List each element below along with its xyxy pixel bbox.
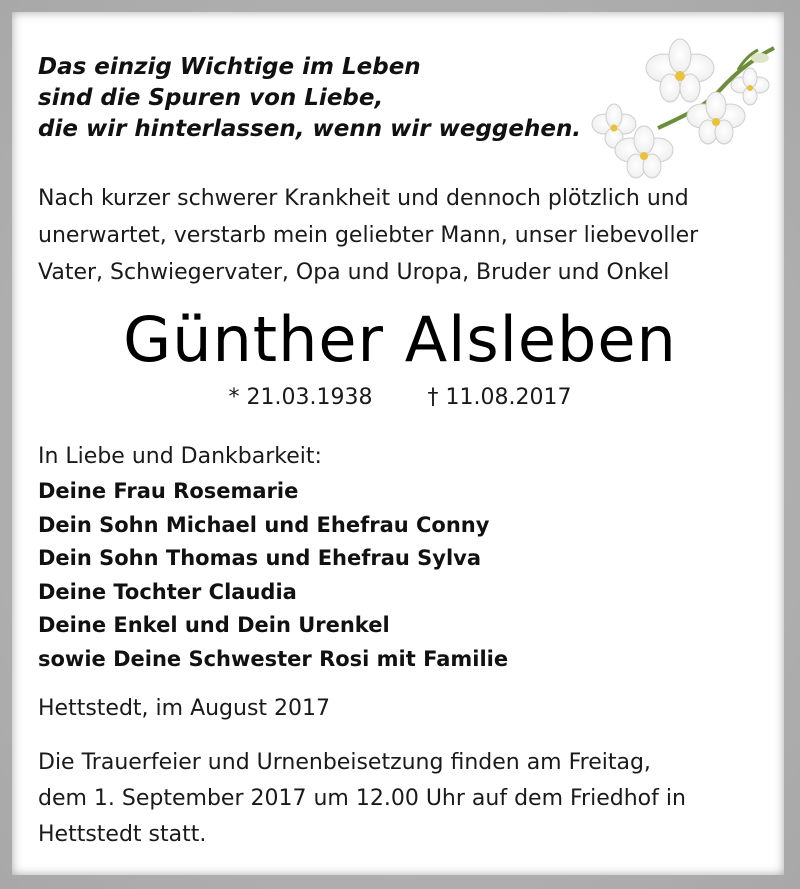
funeral-line: dem 1. September 2017 um 12.00 Uhr auf dem Friedhof in [38, 786, 686, 811]
funeral-line: Die Trauerfeier und Urnenbeisetzung finden am Freitag, [38, 750, 651, 775]
birth-date: * 21.03.1938 [228, 385, 373, 410]
funeral-info [38, 745, 686, 853]
intro-line: Nach kurzer schwerer Krankheit und dennoch plötzlich und [38, 186, 689, 211]
family-member: Dein Sohn Thomas und Ehefrau Sylva [38, 546, 482, 570]
deceased-name: Günther Alsleben [123, 303, 677, 376]
intro-line: Vater, Schwiegervater, Opa und Uropa, Bruder und Onkel [38, 260, 670, 285]
family-member: Dein Sohn Michael und Ehefrau Conny [38, 512, 490, 537]
family-member: Deine Enkel und Dein Urenkel [38, 613, 390, 637]
life-dates [0, 383, 800, 413]
funeral-line: Hettstedt statt. [38, 822, 207, 847]
family-member: sowie Deine Schwester Rosi mit Familie [38, 646, 509, 671]
motto-quote [38, 52, 581, 145]
motto-line: sind die Spuren von Liebe, [38, 85, 384, 111]
place-date: Hettstedt, im August 2017 [38, 696, 331, 721]
intro-text [38, 180, 758, 291]
death-date: † 11.08.2017 [427, 385, 572, 410]
intro-line: unerwartet, verstarb mein geliebter Mann, unser liebevoller [38, 223, 699, 248]
motto-line: die wir hinterlassen, wenn wir weggehen. [38, 116, 582, 142]
family-list [38, 475, 508, 676]
family-member: Deine Frau Rosemarie [38, 479, 299, 503]
family-intro: In Liebe und Dankbarkeit: [38, 444, 322, 469]
motto-line: Das einzig Wichtige im Leben [38, 54, 421, 80]
family-member: Deine Tochter Claudia [38, 579, 297, 604]
orchid-icon [588, 18, 784, 186]
